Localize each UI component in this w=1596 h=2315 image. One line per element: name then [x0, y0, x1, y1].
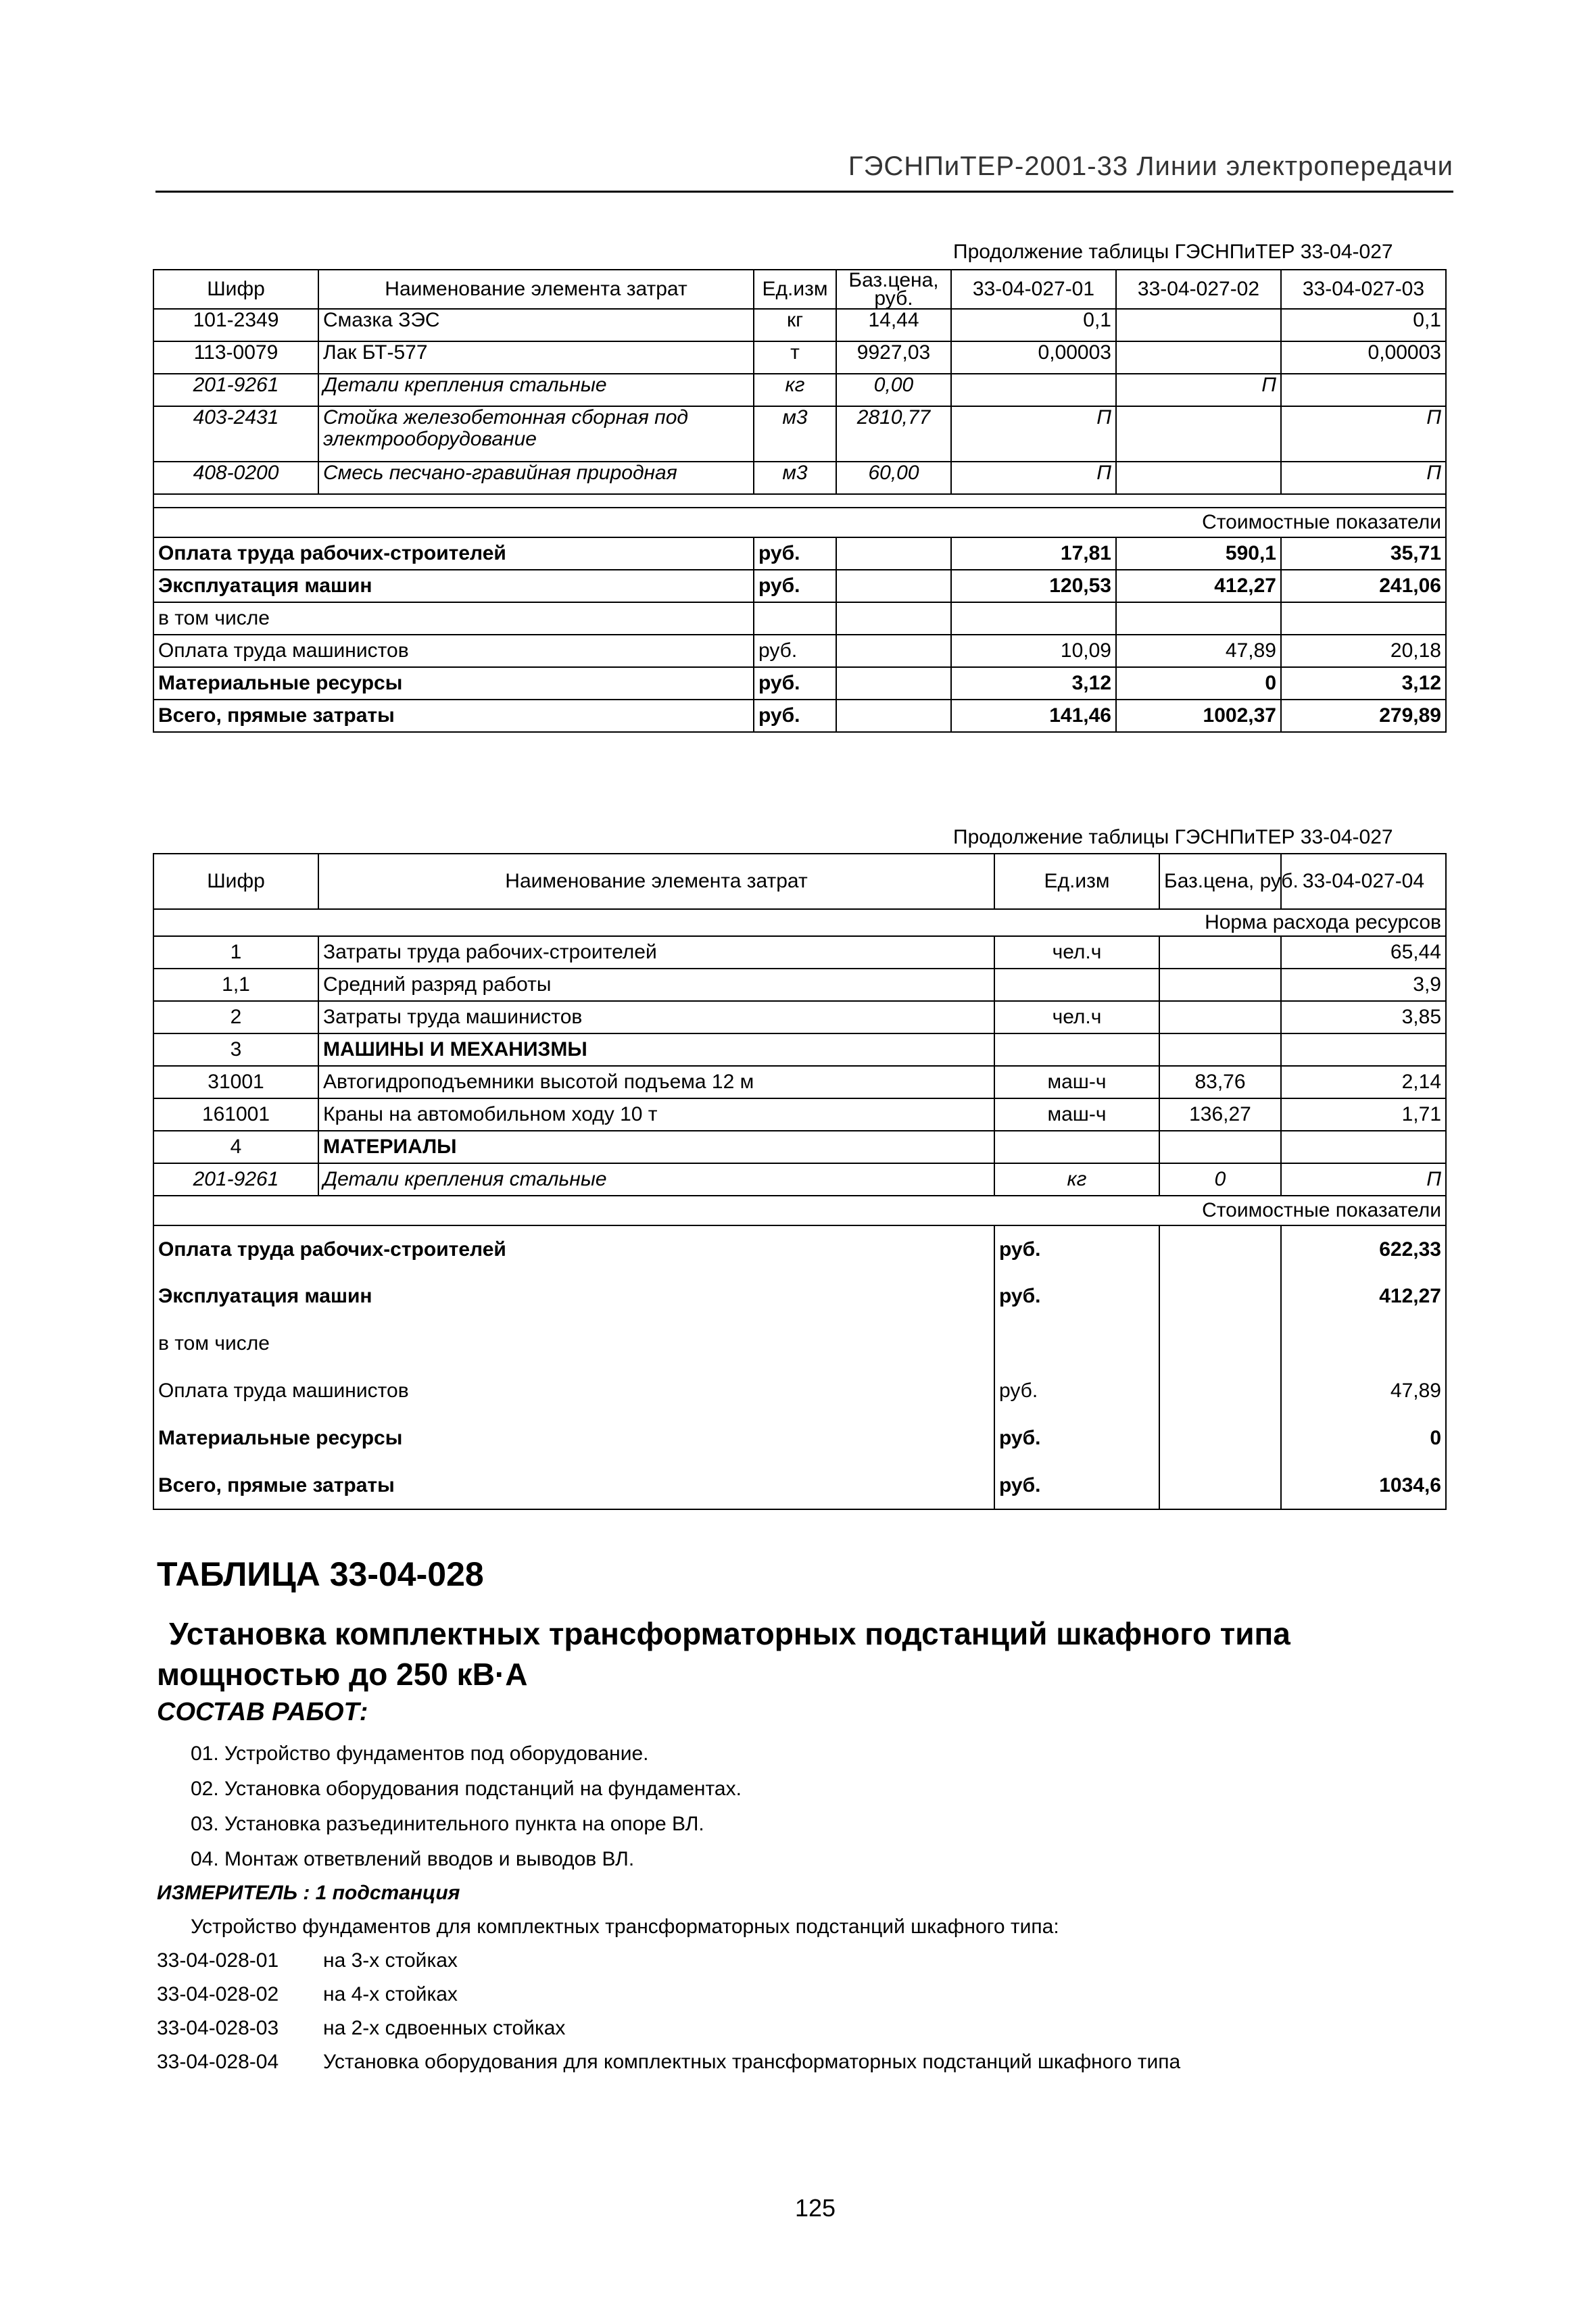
row-name	[318, 406, 754, 462]
cost-row	[153, 667, 1446, 700]
column-header: 33-04-027-01	[951, 270, 1116, 309]
row-unit: чел.ч	[994, 1001, 1159, 1033]
cost-empty	[1159, 1273, 1281, 1320]
cost-empty	[1159, 1462, 1281, 1509]
cost-value: 10,09	[951, 635, 1116, 667]
cost-value: 1002,37	[1116, 700, 1281, 732]
column-header: 33-04-027-02	[1116, 270, 1281, 309]
subtitle-line2: мощностью до 250 кВ·А	[157, 1657, 528, 1692]
cost-value	[951, 602, 1116, 635]
row-code: 3	[153, 1033, 318, 1066]
cost-row	[153, 1367, 1446, 1415]
row-unit: м3	[754, 462, 836, 494]
table-row	[153, 374, 1446, 406]
item-text: на 2-х сдвоенных стойках	[323, 2017, 566, 2039]
row-value: 65,44	[1281, 936, 1446, 969]
cost-label: Оплата труда машинистов	[153, 1367, 994, 1415]
row-name-line: электрооборудование	[323, 427, 537, 450]
row-price	[1159, 1131, 1281, 1163]
cost-value: 241,06	[1281, 570, 1446, 602]
work-item: 01. Устройство фундаментов под оборудование.	[191, 1743, 649, 1765]
cost-label: Эксплуатация машин	[153, 570, 754, 602]
cost-label: Материальные ресурсы	[153, 1415, 994, 1462]
subtitle-line1: Установка комплектных трансформаторных подстанций шкафного типа	[169, 1616, 1290, 1651]
row-value	[1281, 1131, 1446, 1163]
row-name	[318, 309, 754, 341]
item-text: на 4-х стойках	[323, 1983, 458, 2005]
cost-header-row	[153, 508, 1446, 537]
row-price	[1159, 936, 1281, 969]
table-header-row	[153, 270, 1446, 309]
row-code: 408-0200	[153, 462, 318, 494]
cost-row	[153, 537, 1446, 570]
cost-row	[153, 1415, 1446, 1462]
cost-value: 141,46	[951, 700, 1116, 732]
cost-value: 0	[1281, 1415, 1446, 1462]
row-value	[1116, 341, 1281, 374]
row-value: П	[1281, 1163, 1446, 1196]
cost-empty	[836, 635, 951, 667]
table-row	[153, 1033, 1446, 1066]
table-title: ТАБЛИЦА 33-04-028	[157, 1555, 484, 1593]
work-item: 02. Установка оборудования подстанций на фундаментах.	[191, 1778, 742, 1800]
cost-empty	[836, 667, 951, 700]
cost-label: в том числе	[153, 602, 754, 635]
row-code: 1	[153, 936, 318, 969]
cost-unit: руб.	[754, 700, 836, 732]
cost-header: Стоимостные показатели	[153, 1196, 1446, 1225]
table2	[153, 853, 1447, 1510]
row-value: 0,1	[1281, 309, 1446, 341]
cost-label: Всего, прямые затраты	[153, 700, 754, 732]
cost-row	[153, 602, 1446, 635]
norm-header: Норма расхода ресурсов	[153, 909, 1446, 936]
row-price: 2810,77	[836, 406, 951, 462]
work-item: 04. Монтаж ответвлений вводов и выводов ВЛ.	[191, 1848, 635, 1870]
column-header: Наименование элемента затрат	[318, 270, 754, 309]
page-header	[155, 150, 1453, 193]
column-header: 33-04-027-03	[1281, 270, 1446, 309]
cost-value: 47,89	[1116, 635, 1281, 667]
intro-line: Устройство фундаментов для комплектных трансформаторных подстанций шкафного типа:	[191, 1916, 1059, 1938]
row-name: Затраты труда рабочих-строителей	[318, 936, 994, 969]
row-unit	[994, 1033, 1159, 1066]
cost-value: 3,12	[1281, 667, 1446, 700]
cost-header: Стоимостные показатели	[153, 508, 1446, 537]
cost-unit	[994, 1320, 1159, 1367]
column-header: Баз.цена, руб.	[1159, 854, 1281, 909]
cost-value: 590,1	[1116, 537, 1281, 570]
row-name	[318, 374, 754, 406]
cost-value: 0	[1116, 667, 1281, 700]
cost-value: 120,53	[951, 570, 1116, 602]
row-value: П	[951, 406, 1116, 462]
row-value: 0,00003	[951, 341, 1116, 374]
cost-unit	[754, 602, 836, 635]
column-header: Ед.изм	[754, 270, 836, 309]
item-code: 33-04-028-03	[157, 2017, 279, 2039]
row-code: 1,1	[153, 969, 318, 1001]
row-value: П	[1281, 462, 1446, 494]
column-header: 33-04-027-04	[1281, 854, 1446, 909]
table-row	[153, 1098, 1446, 1131]
cost-empty	[836, 602, 951, 635]
spacer-cell	[153, 494, 1446, 508]
cost-empty	[1159, 1225, 1281, 1273]
cost-value	[1281, 602, 1446, 635]
row-name: Автогидроподъемники высотой подъема 12 м	[318, 1066, 994, 1098]
row-value: 0,00003	[1281, 341, 1446, 374]
row-name-line: Смесь песчано-гравийная природная	[323, 462, 677, 484]
cost-value: 35,71	[1281, 537, 1446, 570]
cost-label: Оплата труда машинистов	[153, 635, 754, 667]
table-row	[153, 462, 1446, 494]
table-row	[153, 341, 1446, 374]
table-row	[153, 309, 1446, 341]
row-price: 0,00	[836, 374, 951, 406]
row-code: 403-2431	[153, 406, 318, 462]
row-price: 60,00	[836, 462, 951, 494]
cost-unit: руб.	[994, 1462, 1159, 1509]
row-price	[1159, 1001, 1281, 1033]
row-name: Детали крепления стальные	[318, 1163, 994, 1196]
row-value	[1281, 1033, 1446, 1066]
row-value: 2,14	[1281, 1066, 1446, 1098]
row-code: 2	[153, 1001, 318, 1033]
row-code: 31001	[153, 1066, 318, 1098]
cost-label: Эксплуатация машин	[153, 1273, 994, 1320]
row-code: 101-2349	[153, 309, 318, 341]
row-name-line: Детали крепления стальные	[323, 374, 607, 396]
table1-caption: Продолжение таблицы ГЭСНПиТЕР 33-04-027	[953, 241, 1393, 263]
cost-label: Материальные ресурсы	[153, 667, 754, 700]
cost-row	[153, 1225, 1446, 1273]
cost-label: в том числе	[153, 1320, 994, 1367]
cost-empty	[836, 537, 951, 570]
cost-empty	[836, 570, 951, 602]
column-header: Шифр	[153, 270, 318, 309]
row-value	[1281, 374, 1446, 406]
table-row	[153, 406, 1446, 462]
work-item: 03. Установка разъединительного пункта на опоре ВЛ.	[191, 1813, 704, 1835]
cost-label: Оплата труда рабочих-строителей	[153, 537, 754, 570]
cost-empty	[1159, 1320, 1281, 1367]
row-value	[1116, 462, 1281, 494]
norm-header-row	[153, 909, 1446, 936]
cost-label: Оплата труда рабочих-строителей	[153, 1225, 994, 1273]
row-unit: кг	[754, 374, 836, 406]
cost-value: 412,27	[1281, 1273, 1446, 1320]
row-name: МАТЕРИАЛЫ	[318, 1131, 994, 1163]
cost-unit: руб.	[754, 635, 836, 667]
cost-value: 412,27	[1116, 570, 1281, 602]
cost-empty	[1159, 1415, 1281, 1462]
row-unit: м3	[754, 406, 836, 462]
row-value: 3,85	[1281, 1001, 1446, 1033]
cost-row	[153, 635, 1446, 667]
cost-row	[153, 1320, 1446, 1367]
row-name-line: Лак БТ-577	[323, 341, 428, 364]
row-name: Краны на автомобильном ходу 10 т	[318, 1098, 994, 1131]
cost-unit: руб.	[994, 1225, 1159, 1273]
row-value: 1,71	[1281, 1098, 1446, 1131]
table-row	[153, 1163, 1446, 1196]
cost-unit: руб.	[754, 667, 836, 700]
row-name-line: Стойка железобетонная сборная под	[323, 406, 688, 429]
cost-value: 1034,6	[1281, 1462, 1446, 1509]
row-unit	[994, 969, 1159, 1001]
row-code: 201-9261	[153, 1163, 318, 1196]
cost-label: Всего, прямые затраты	[153, 1462, 994, 1509]
cost-unit: руб.	[754, 537, 836, 570]
cost-unit: руб.	[994, 1367, 1159, 1415]
row-value: П	[1281, 406, 1446, 462]
item-text: на 3-х стойках	[323, 1949, 458, 1972]
row-name	[318, 462, 754, 494]
table-header-row	[153, 854, 1446, 909]
cost-unit: руб.	[754, 570, 836, 602]
table-row	[153, 969, 1446, 1001]
cost-unit: руб.	[994, 1273, 1159, 1320]
row-value	[1116, 406, 1281, 462]
table-row	[153, 1001, 1446, 1033]
row-price: 9927,03	[836, 341, 951, 374]
cost-value: 20,18	[1281, 635, 1446, 667]
column-header: Шифр	[153, 854, 318, 909]
row-price	[1159, 969, 1281, 1001]
cost-value: 17,81	[951, 537, 1116, 570]
row-code: 161001	[153, 1098, 318, 1131]
column-header: Наименование элемента затрат	[318, 854, 994, 909]
row-name: Затраты труда машинистов	[318, 1001, 994, 1033]
row-price	[1159, 1033, 1281, 1066]
row-value: 0,1	[951, 309, 1116, 341]
row-unit: маш-ч	[994, 1098, 1159, 1131]
row-value: П	[1116, 374, 1281, 406]
row-code: 201-9261	[153, 374, 318, 406]
cost-value: 47,89	[1281, 1367, 1446, 1415]
row-name: МАШИНЫ И МЕХАНИЗМЫ	[318, 1033, 994, 1066]
row-value	[1116, 309, 1281, 341]
item-text: Установка оборудования для комплектных трансформаторных подстанций шкафного типа	[323, 2051, 1181, 2073]
row-unit: т	[754, 341, 836, 374]
cost-row	[153, 1273, 1446, 1320]
row-price: 0	[1159, 1163, 1281, 1196]
column-header: Баз.цена, руб.	[836, 270, 951, 309]
row-name-line: Смазка ЗЭС	[323, 309, 440, 331]
row-unit: маш-ч	[994, 1066, 1159, 1098]
row-price: 136,27	[1159, 1098, 1281, 1131]
header-title: ГЭСНПиТЕР-2001-33 Линии электропередачи	[848, 151, 1453, 181]
row-unit: кг	[994, 1163, 1159, 1196]
cost-row	[153, 1462, 1446, 1509]
table-row	[153, 1131, 1446, 1163]
row-unit: чел.ч	[994, 936, 1159, 969]
row-code: 4	[153, 1131, 318, 1163]
column-header: Ед.изм	[994, 854, 1159, 909]
spacer-row	[153, 494, 1446, 508]
cost-header-row	[153, 1196, 1446, 1225]
cost-value: 622,33	[1281, 1225, 1446, 1273]
table1	[153, 269, 1447, 733]
row-value	[951, 374, 1116, 406]
item-code: 33-04-028-02	[157, 1983, 279, 2005]
row-price: 83,76	[1159, 1066, 1281, 1098]
table2-caption: Продолжение таблицы ГЭСНПиТЕР 33-04-027	[953, 826, 1393, 848]
row-name: Средний разряд работы	[318, 969, 994, 1001]
works-heading: СОСТАВ РАБОТ:	[157, 1698, 368, 1726]
row-value: П	[951, 462, 1116, 494]
cost-empty	[1159, 1367, 1281, 1415]
cost-row	[153, 570, 1446, 602]
row-code: 113-0079	[153, 341, 318, 374]
item-code: 33-04-028-01	[157, 1949, 279, 1972]
page-number: 125	[795, 2194, 836, 2222]
cost-unit: руб.	[994, 1415, 1159, 1462]
meter-line: ИЗМЕРИТЕЛЬ : 1 подстанция	[157, 1882, 460, 1904]
row-price: 14,44	[836, 309, 951, 341]
row-unit	[994, 1131, 1159, 1163]
row-name	[318, 341, 754, 374]
row-unit: кг	[754, 309, 836, 341]
item-code: 33-04-028-04	[157, 2051, 279, 2073]
cost-value: 3,12	[951, 667, 1116, 700]
cost-value: 279,89	[1281, 700, 1446, 732]
cost-empty	[836, 700, 951, 732]
table-row	[153, 936, 1446, 969]
row-value: 3,9	[1281, 969, 1446, 1001]
cost-value	[1281, 1320, 1446, 1367]
cost-value	[1116, 602, 1281, 635]
cost-row	[153, 700, 1446, 732]
table-row	[153, 1066, 1446, 1098]
